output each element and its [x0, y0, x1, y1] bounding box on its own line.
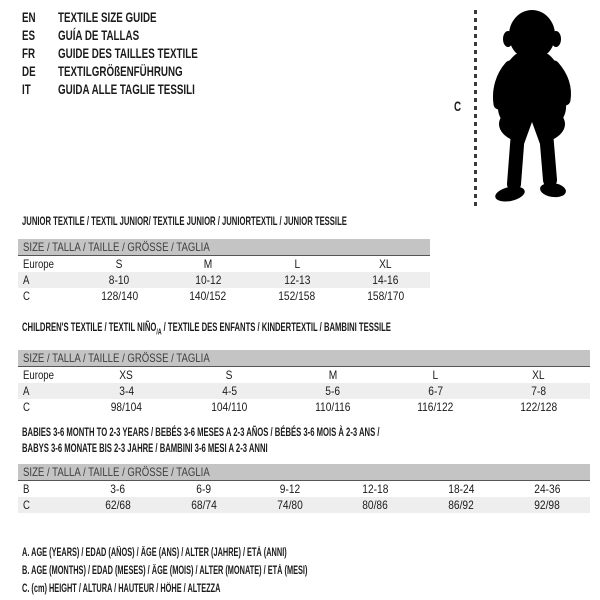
section-heading	[22, 320, 590, 339]
language-row	[22, 62, 258, 80]
section-heading-text: JUNIOR TEXTILE / TEXTIL JUNIOR/ TEXTILE JUNIOR / JUNIORTEXTIL / JUNIOR TESSILE	[22, 214, 347, 228]
table-cell: 116/122	[417, 400, 454, 415]
footnote-text: B. AGE (MONTHS) / EDAD (MESES) / ÂGE (MOIS) / ALTER (MONATE) / ETÀ (MESI)	[22, 565, 308, 577]
table-cell: 12-18	[362, 482, 389, 496]
language-row	[22, 26, 258, 44]
heading-subscript: /A	[156, 327, 162, 337]
language-code: DE	[22, 63, 36, 79]
row-label: Europe	[23, 368, 54, 383]
height-measure-dashed-line	[474, 10, 477, 208]
language-code: ES	[22, 27, 36, 43]
table-row	[18, 256, 430, 272]
table-row	[18, 399, 590, 415]
language-title: GUIDA ALLE TAGLIE TESSILI	[58, 81, 195, 97]
table-cell: 18-24	[448, 482, 475, 496]
table-cell: 9-12	[279, 482, 300, 496]
height-measure-figure	[448, 6, 590, 212]
language-title: GUIDE DES TAILLES TEXTILE	[58, 45, 198, 61]
language-title: TEXTILE SIZE GUIDE	[58, 9, 157, 25]
table-cell: 8-10	[109, 273, 130, 287]
table-cell: L	[432, 368, 439, 383]
language-list	[22, 8, 258, 98]
size-header-label: SIZE / TALLA / TAILLE / GRÖSSE / TAGLIA	[23, 465, 210, 479]
heading-post: / TEXTILE DES ENFANTS / KINDERTEXTIL / BAMBINI TESSILE	[161, 320, 391, 334]
language-title: TEXTILGRÖßENFÜHRUNG	[58, 63, 183, 79]
language-code: EN	[22, 9, 36, 25]
table-cell: 140/152	[189, 289, 227, 303]
table-cell: S	[115, 257, 123, 271]
table-row	[18, 481, 590, 497]
size-header-bar	[18, 350, 590, 367]
table-cell: M	[328, 368, 337, 383]
table-cell: 6-7	[428, 384, 443, 399]
height-measure-label: C	[454, 98, 462, 114]
babies-textile-section	[18, 424, 590, 513]
table-cell: 7-8	[531, 384, 546, 399]
table-cell: S	[226, 368, 233, 383]
footnote-a	[22, 544, 468, 562]
row-label: A	[23, 384, 30, 399]
footnote-b	[22, 562, 468, 580]
table-row	[18, 383, 590, 399]
table-cell: 4-5	[222, 384, 237, 399]
table-cell: 110/116	[314, 400, 351, 415]
table-cell: 62/68	[105, 498, 131, 512]
row-label: C	[23, 400, 30, 415]
section-heading	[22, 214, 430, 228]
section-heading	[22, 424, 590, 456]
footnote-text: C. (cm) HEIGHT / ALTURA / HAUTEUR / HÖHE / ALTEZZA	[22, 583, 221, 595]
table-cell: 80/86	[362, 498, 389, 512]
table-cell: 24-36	[534, 482, 561, 496]
row-label: C	[23, 289, 30, 303]
heading-line1: BABIES 3-6 MONTH TO 2-3 YEARS / BEBÉS 3-6 MESES A 2-3 AÑOS / BÉBÉS 3-6 MOIS À 2-3 ANS /	[22, 425, 380, 439]
language-row	[22, 8, 258, 26]
size-header-label: SIZE / TALLA / TAILLE / GRÖSSE / TAGLIA	[23, 351, 210, 366]
table-cell: 68/74	[190, 498, 217, 512]
footnote-list	[22, 544, 468, 598]
table-cell: 92/98	[534, 498, 560, 512]
table-cell: 86/92	[448, 498, 474, 512]
row-label: A	[23, 273, 30, 287]
children-textile-section	[18, 320, 590, 415]
table-row	[18, 497, 590, 513]
row-label: B	[23, 482, 30, 496]
table-cell: 10-12	[195, 273, 222, 287]
table-cell: 104/110	[211, 400, 248, 415]
footnote-c	[22, 580, 468, 598]
table-cell: 98/104	[110, 400, 143, 415]
table-cell: 152/158	[278, 289, 316, 303]
children-size-table	[18, 367, 590, 415]
table-row	[18, 367, 590, 383]
language-row	[22, 80, 258, 98]
table-cell: 3-4	[119, 384, 134, 399]
language-row	[22, 44, 258, 62]
junior-size-table	[18, 256, 430, 304]
table-cell: 6-9	[196, 482, 212, 496]
heading-line2: BABYS 3-6 MONATE BIS 2-3 JAHRE / BAMBINI 3-6 MESI A 2-3 ANNI	[22, 441, 268, 455]
table-row	[18, 288, 430, 304]
table-cell: XL	[379, 257, 392, 271]
language-code: IT	[22, 81, 31, 97]
table-cell: 5-6	[325, 384, 340, 399]
size-header-bar	[18, 464, 590, 481]
table-cell: 122/128	[520, 400, 557, 415]
table-cell: XS	[119, 368, 134, 383]
row-label: C	[23, 498, 30, 512]
table-cell: XL	[532, 368, 545, 383]
size-header-bar	[18, 239, 430, 256]
size-header-label: SIZE / TALLA / TAILLE / GRÖSSE / TAGLIA	[23, 240, 210, 254]
table-cell: 14-16	[372, 273, 399, 287]
heading-pre: CHILDREN'S TEXTILE / TEXTIL NIÑO	[22, 320, 157, 334]
table-row	[18, 272, 430, 288]
table-cell: L	[294, 257, 300, 271]
table-cell: M	[203, 257, 213, 271]
table-cell: 158/170	[367, 289, 405, 303]
table-cell: 3-6	[110, 482, 126, 496]
table-cell: 12-13	[283, 273, 310, 287]
table-cell: 128/140	[100, 289, 138, 303]
toddler-silhouette-icon	[486, 8, 582, 208]
language-title: GUÍA DE TALLAS	[58, 27, 140, 43]
section-heading-text	[22, 320, 391, 339]
babies-size-table	[18, 481, 590, 513]
language-code: FR	[22, 45, 36, 61]
junior-textile-section	[18, 214, 430, 304]
footnote-text: A. AGE (YEARS) / EDAD (AÑOS) / ÂGE (ANS) / ALTER (JAHRE) / ETÀ (ANNI)	[22, 547, 287, 559]
row-label: Europe	[23, 257, 54, 271]
table-cell: 74/80	[276, 498, 303, 512]
